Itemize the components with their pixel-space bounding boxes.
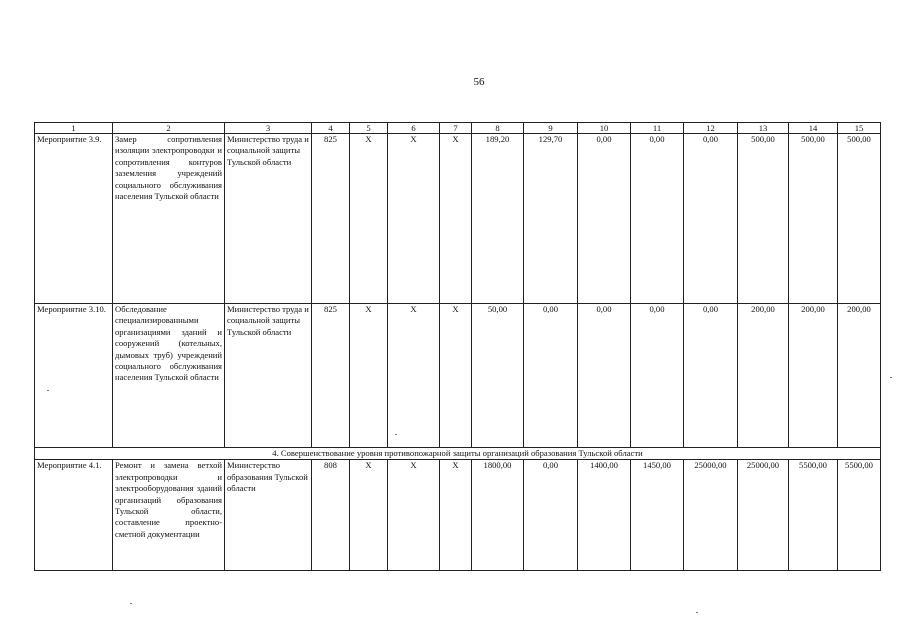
measure-description: Ремонт и замена ветхой электропроводки и электрооборудования зданий организаций образования Тульской области, составление проектно-сметной документации xyxy=(113,460,225,571)
header-cell: 7 xyxy=(440,123,472,134)
value-cell: 0,00 xyxy=(524,460,578,571)
table-row xyxy=(35,134,881,304)
x-mark: X xyxy=(350,460,388,571)
value-cell: 500,00 xyxy=(789,134,838,304)
measure-executor: Министерство труда и социальной защиты Тульской области xyxy=(225,134,312,304)
value-cell: 129,70 xyxy=(524,134,578,304)
x-mark: X xyxy=(388,304,440,448)
header-cell: 14 xyxy=(789,123,838,134)
section-title: 4. Совершенствование уровня противопожарной защиты организаций образования Тульской области xyxy=(35,448,881,460)
budget-code: 825 xyxy=(312,134,350,304)
measure-description: Замер сопротивления изоляции электропроводки и сопротивления контуров заземления учреждений социального обслуживания населения Тульской области xyxy=(113,134,225,304)
table-header-row xyxy=(35,123,881,134)
value-cell: 50,00 xyxy=(472,304,524,448)
value-cell: 500,00 xyxy=(738,134,789,304)
budget-code: 808 xyxy=(312,460,350,571)
header-cell: 9 xyxy=(524,123,578,134)
measure-name: Мероприятие 3.9. xyxy=(35,134,113,304)
value-cell: 500,00 xyxy=(838,134,881,304)
scan-speck xyxy=(47,390,49,391)
value-cell: 200,00 xyxy=(789,304,838,448)
table-row xyxy=(35,460,881,571)
x-mark: X xyxy=(350,304,388,448)
scan-speck xyxy=(890,377,892,378)
value-cell: 189,20 xyxy=(472,134,524,304)
x-mark: X xyxy=(388,460,440,571)
program-table xyxy=(34,122,881,571)
value-cell: 25000,00 xyxy=(684,460,738,571)
value-cell: 0,00 xyxy=(631,304,684,448)
value-cell: 200,00 xyxy=(838,304,881,448)
header-cell: 5 xyxy=(350,123,388,134)
scan-speck xyxy=(696,612,698,613)
value-cell: 200,00 xyxy=(738,304,789,448)
value-cell: 5500,00 xyxy=(838,460,881,571)
value-cell: 0,00 xyxy=(524,304,578,448)
header-cell: 8 xyxy=(472,123,524,134)
header-cell: 12 xyxy=(684,123,738,134)
header-cell: 11 xyxy=(631,123,684,134)
header-cell: 1 xyxy=(35,123,113,134)
header-cell: 2 xyxy=(113,123,225,134)
x-mark: X xyxy=(350,134,388,304)
x-mark: X xyxy=(440,134,472,304)
measure-description: Обследование специализированными организациями зданий и сооружений (котельных, дымовых труб) учреждений социального обслуживания населения Тульской области xyxy=(113,304,225,448)
value-cell: 1400,00 xyxy=(578,460,631,571)
value-cell: 0,00 xyxy=(578,134,631,304)
value-cell: 1800,00 xyxy=(472,460,524,571)
x-mark: X xyxy=(388,134,440,304)
budget-code: 825 xyxy=(312,304,350,448)
x-mark: X xyxy=(440,460,472,571)
header-cell: 4 xyxy=(312,123,350,134)
table-row xyxy=(35,304,881,448)
scan-speck xyxy=(130,603,132,604)
value-cell: 0,00 xyxy=(631,134,684,304)
x-mark: X xyxy=(440,304,472,448)
measure-name: Мероприятие 4.1. xyxy=(35,460,113,571)
value-cell: 0,00 xyxy=(684,134,738,304)
value-cell: 25000,00 xyxy=(738,460,789,571)
value-cell: 5500,00 xyxy=(789,460,838,571)
header-cell: 3 xyxy=(225,123,312,134)
header-cell: 13 xyxy=(738,123,789,134)
header-cell: 15 xyxy=(838,123,881,134)
value-cell: 0,00 xyxy=(578,304,631,448)
header-cell: 6 xyxy=(388,123,440,134)
header-cell: 10 xyxy=(578,123,631,134)
section-row xyxy=(35,448,881,460)
value-cell: 1450,00 xyxy=(631,460,684,571)
value-cell: 0,00 xyxy=(684,304,738,448)
scan-speck xyxy=(395,434,397,435)
measure-name: Мероприятие 3.10. xyxy=(35,304,113,448)
page-number: 56 xyxy=(473,76,485,88)
measure-executor: Министерство образования Тульской области xyxy=(225,460,312,571)
measure-executor: Министерство труда и социальной защиты Тульской области xyxy=(225,304,312,448)
